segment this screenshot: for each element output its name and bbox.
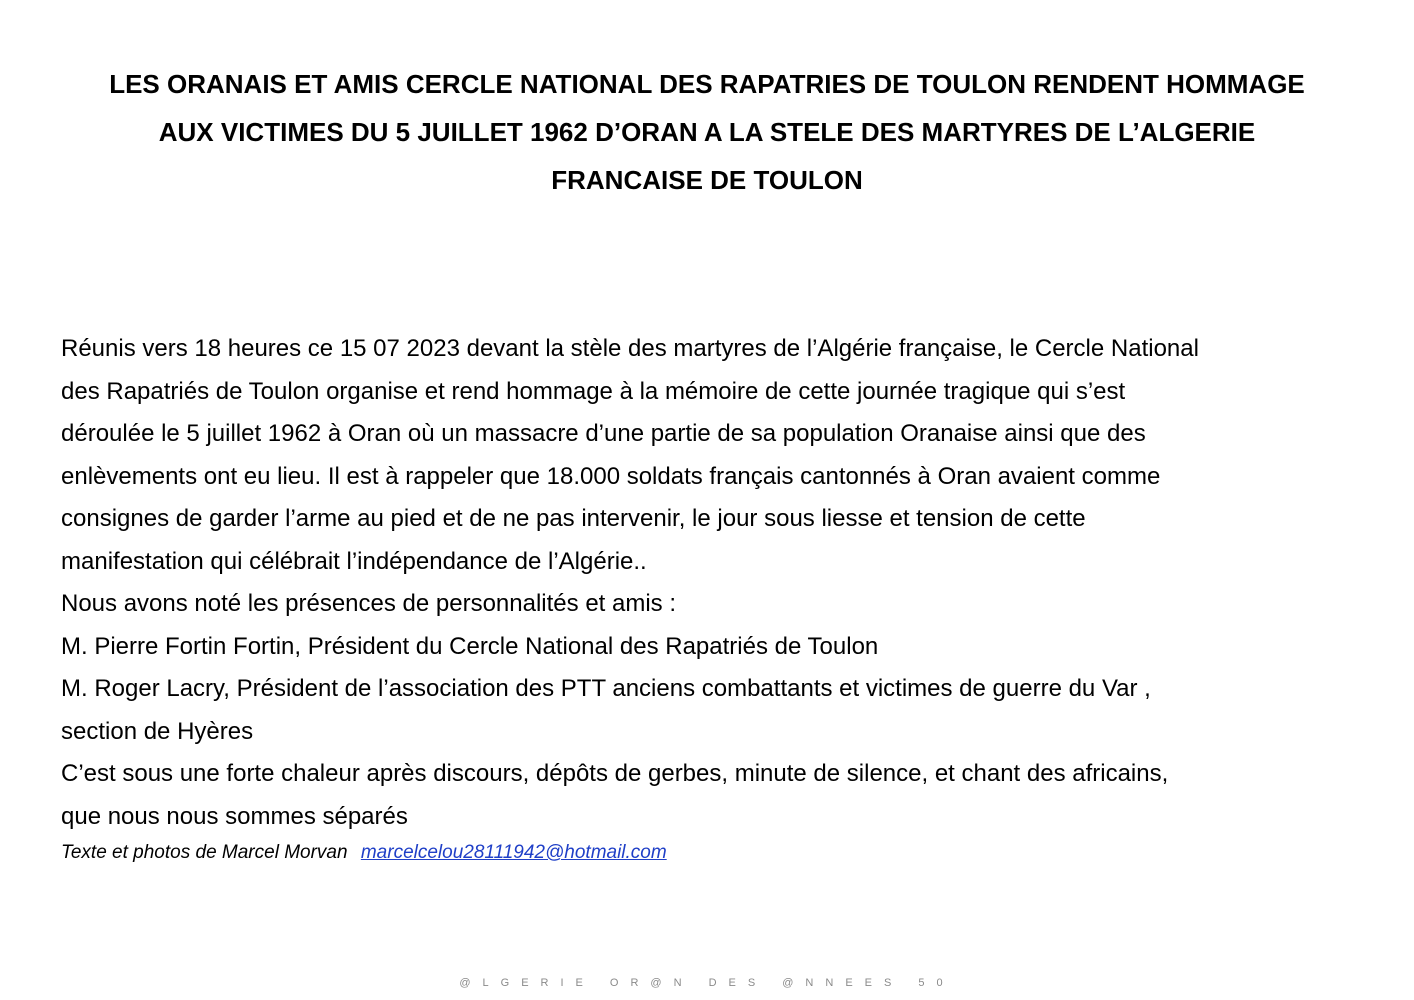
body-line: M. Pierre Fortin Fortin, Président du Cercle National des Rapatriés de Toulon (61, 632, 879, 660)
article-body (61, 328, 1371, 838)
body-line: M. Roger Lacry, Président de l’association des PTT anciens combattants et victimes de guerre du Var , (61, 675, 1151, 702)
body-line: déroulée le 5 juillet 1962 à Oran où un massacre d’une partie de sa population Oranaise ainsi que des (61, 420, 1146, 447)
footer-watermark: @LGERIE OR@N DES @NNEES 50 (459, 977, 955, 989)
body-line: Nous avons noté les présences de personnalités et amis : (61, 590, 677, 617)
body-line: consignes de garder l’arme au pied et de ne pas intervenir, le jour sous liesse et tension de cette (61, 505, 1086, 532)
body-line: C’est sous une forte chaleur après discours, dépôts de gerbes, minute de silence, et chant des africains, (61, 760, 1169, 787)
page-title (40, 60, 1374, 204)
title-line-3: FRANCAISE DE TOULON (551, 165, 863, 195)
photo-credit (61, 840, 667, 866)
body-line: section de Hyères (61, 717, 254, 745)
body-line: que nous nous sommes séparés (61, 802, 408, 830)
body-line: manifestation qui célébrait l’indépendance de l’Algérie.. (61, 547, 647, 575)
body-line: Réunis vers 18 heures ce 15 07 2023 devant la stèle des martyres de l’Algérie française, le Cercle National (61, 335, 1199, 362)
body-line: des Rapatriés de Toulon organise et rend hommage à la mémoire de cette journée tragique qui s’est (61, 377, 1126, 405)
title-line-1: LES ORANAIS ET AMIS CERCLE NATIONAL DES RAPATRIES DE TOULON RENDENT HOMMAGE (109, 69, 1305, 99)
body-line: enlèvements ont eu lieu. Il est à rappeler que 18.000 soldats français cantonnés à Oran avaient comme (61, 462, 1161, 490)
credit-text: Texte et photos de Marcel Morvan (61, 842, 348, 863)
email-link[interactable]: marcelcelou28111942@hotmail.com (360, 842, 667, 863)
title-line-2: AUX VICTIMES DU 5 JUILLET 1962 D’ORAN A LA STELE DES MARTYRES DE L’ALGERIE (158, 117, 1256, 147)
